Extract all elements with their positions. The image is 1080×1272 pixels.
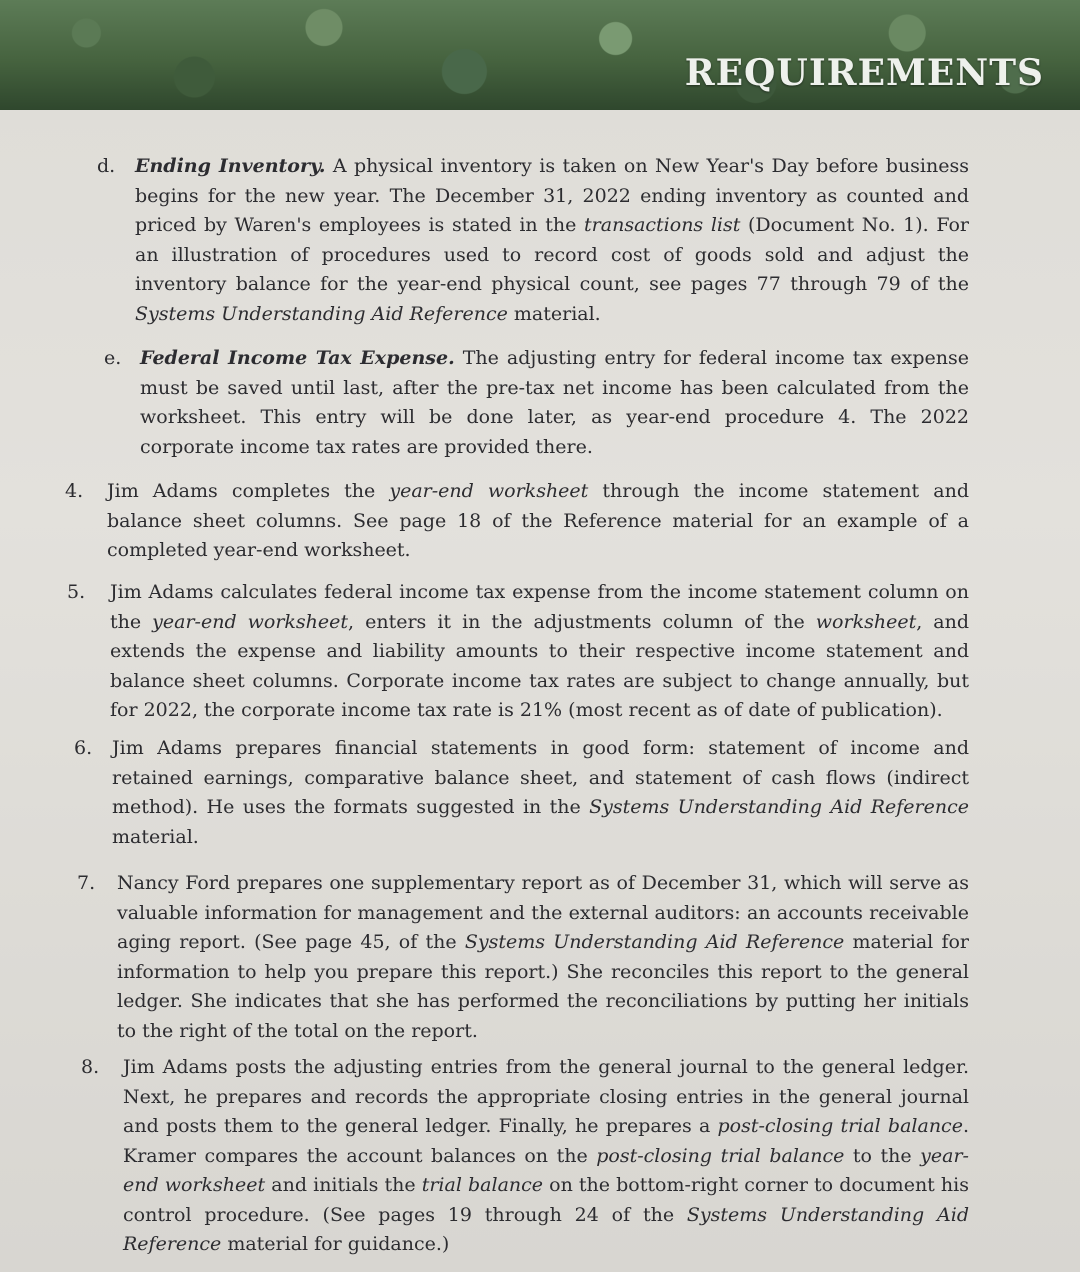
list-item	[81, 1053, 970, 1260]
list-item	[104, 344, 969, 462]
list-item	[65, 477, 969, 566]
item-lead: Ending Inventory.	[135, 155, 326, 177]
item-text: Federal Income Tax Expense. The adjusting entry for federal income tax expense must be saved until last, after the pre-tax net income has been calculated from the worksheet. This entry will be done later, as year-end procedure 4. The 2022 corporate income tax rates are provided there.	[140, 347, 969, 458]
page-title: REQUIREMENTS	[684, 52, 1044, 94]
item-text: Jim Adams calculates federal income tax expense from the income statement column on the year-end worksheet, enters it in the adjustments column of the worksheet, and extends the expense and liability amounts to their respective income statement and balance sheet columns. Corporate income tax rates are subject to change annually, but for 2022, the corporate income tax rate is 21% (most recent as of date of publication).	[110, 581, 970, 721]
list-item	[97, 152, 970, 329]
item-marker: 7.	[77, 872, 96, 894]
item-marker: d.	[97, 155, 116, 177]
list-item	[67, 578, 970, 726]
item-marker: e.	[104, 347, 122, 369]
item-text: Jim Adams prepares financial statements in good form: statement of income and retained earnings, comparative balance sheet, and statement of cash flows (indirect method). He uses the formats suggested in the Systems Understanding Aid Reference material.	[112, 737, 969, 848]
item-text: Nancy Ford prepares one supplementary report as of December 31, which will serve as valuable information for management and the external auditors: an accounts receivable aging report. (See page 45, of the Systems Understanding Aid Reference material for information to help you prepare this report.) She reconciles this report to the general ledger. She indicates that she has performed the reconciliations by putting her initials to the right of the total on the report.	[117, 872, 970, 1042]
header-banner	[0, 0, 1080, 110]
item-marker: 4.	[65, 480, 84, 502]
item-text: Jim Adams posts the adjusting entries from the general journal to the general ledger. Next, he prepares and records the appropriate closing entries in the general journal and posts them to the general ledger. Finally, he prepares a post-closing trial balance. Kramer compares the account balances on the post-closing trial balance to the year-end worksheet and initials the trial balance on the bottom-right corner to document his control procedure. (See pages 19 through 24 of the Systems Understanding Aid Reference material for guidance.)	[123, 1056, 970, 1255]
list-item	[77, 869, 970, 1046]
item-marker: 6.	[74, 737, 93, 759]
item-text: Jim Adams completes the year-end worksheet through the income statement and balance sheet columns. See page 18 of the Reference material for an example of a completed year-end worksheet.	[107, 480, 969, 561]
item-lead: Federal Income Tax Expense.	[140, 347, 455, 369]
item-marker: 5.	[67, 581, 86, 603]
list-item	[74, 734, 969, 852]
item-text: Ending Inventory. A physical inventory is taken on New Year's Day before business begins for the new year. The December 31, 2022 ending inventory as counted and priced by Waren's employees is stated in the transactions list (Document No. 1). For an illustration of procedures used to record cost of goods sold and adjust the inventory balance for the year-end physical count, see pages 77 through 79 of the Systems Understanding Aid Reference material.	[135, 155, 970, 325]
item-marker: 8.	[81, 1056, 100, 1078]
